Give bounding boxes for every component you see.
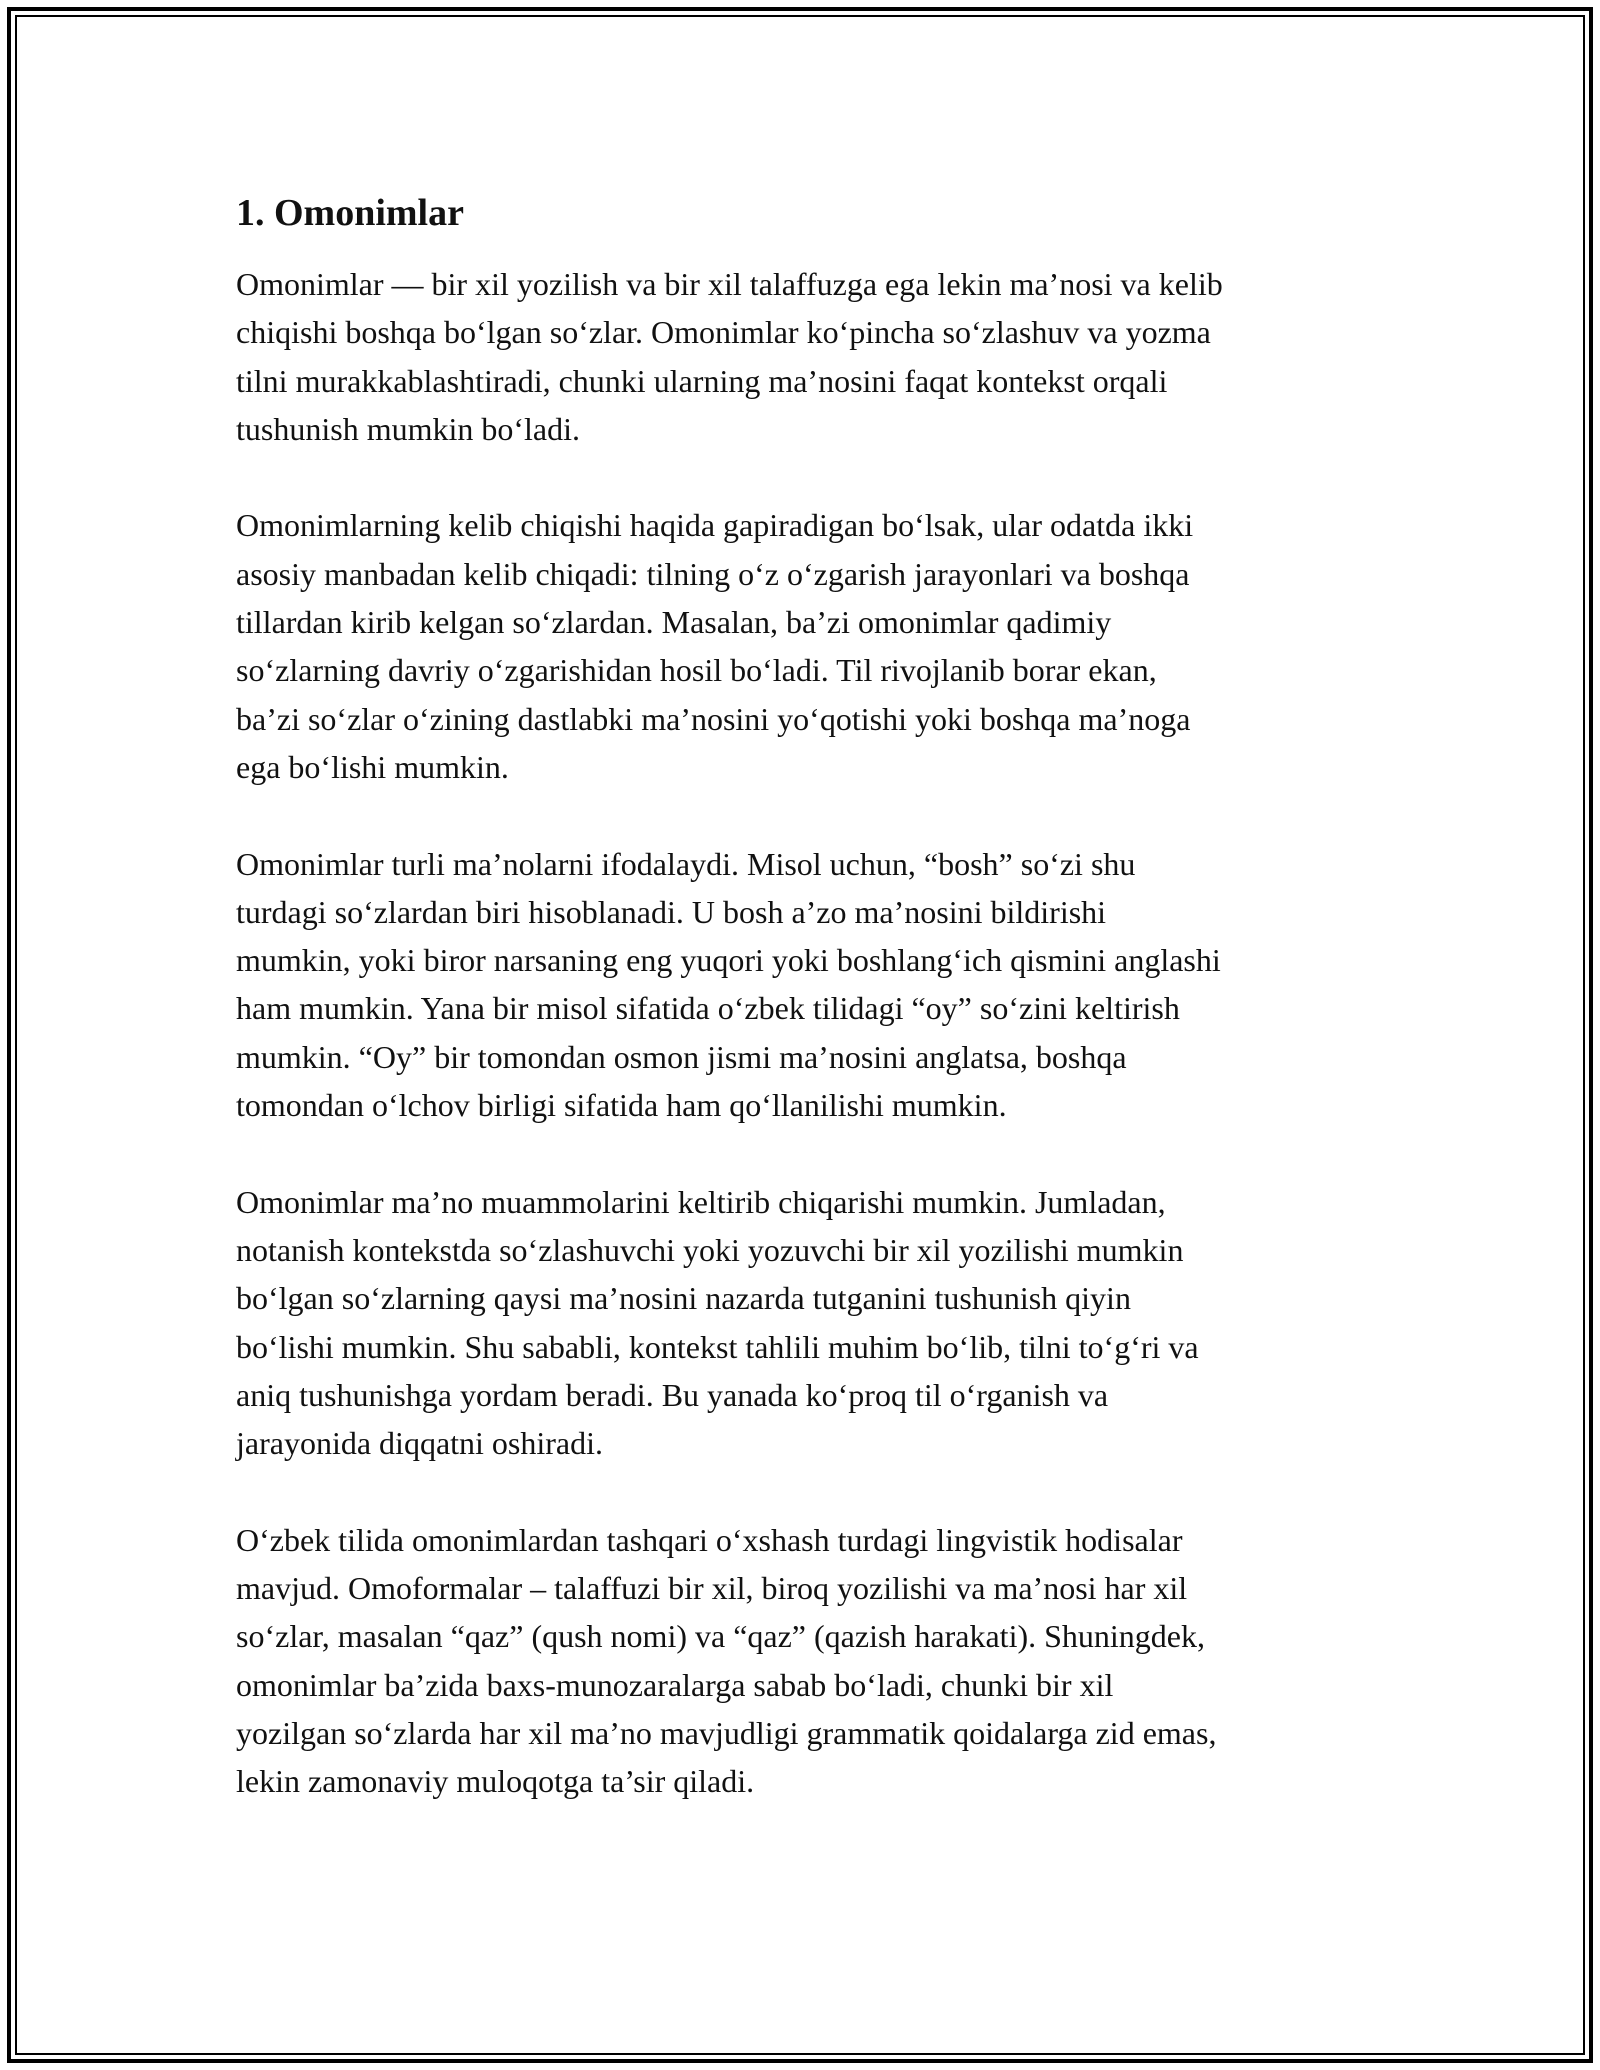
- text-line: Omonimlar — bir xil yozilish va bir xil talaffuzga ega lekin ma’nosi va kelib: [236, 266, 1223, 302]
- paragraph-3: [236, 840, 1376, 1130]
- text-line: ega bo‘lishi mumkin.: [236, 748, 509, 785]
- text-line: Omonimlarning kelib chiqishi haqida gapiradigan bo‘lsak, ular odatda ikki: [236, 507, 1194, 544]
- paragraph-2: [236, 501, 1376, 791]
- text-line: so‘zlarning davriy o‘zgarishidan hosil bo‘ladi. Til rivojlanib borar ekan,: [236, 652, 1157, 689]
- section-heading: 1. Omonimlar: [236, 192, 464, 234]
- text-line: Omonimlar turli ma’nolarni ifodalaydi. Misol uchun, “bosh” so‘zi shu: [236, 845, 1136, 882]
- text-line: notanish kontekstda so‘zlashuvchi yoki yozuvchi bir xil yozilishi mumkin: [236, 1231, 1184, 1268]
- text-line: Omonimlar ma’no muammolarini keltirib chiqarishi mumkin. Jumladan,: [236, 1183, 1166, 1220]
- text-line: bo‘lishi mumkin. Shu sababli, kontekst tahlili muhim bo‘lib, tilni to‘g‘ri va: [236, 1328, 1199, 1365]
- text-line: ba’zi so‘zlar o‘zining dastlabki ma’nosini yo‘qotishi yoki boshqa ma’noga: [236, 700, 1191, 737]
- document-body: [236, 186, 1376, 1854]
- text-line: asosiy manbadan kelib chiqadi: tilning o‘z o‘zgarish jarayonlari va boshqa: [236, 555, 1190, 592]
- text-line: turdagi so‘zlardan biri hisoblanadi. U bosh a’zo ma’nosini bildirishi: [236, 893, 1107, 930]
- paragraph-1: [236, 260, 1376, 453]
- paragraph-5: [236, 1516, 1376, 1806]
- text-line: aniq tushunishga yordam beradi. Bu yanada ko‘proq til o‘rganish va: [236, 1376, 1109, 1413]
- text-line: omonimlar ba’zida baxs-munozaralarga sabab bo‘ladi, chunki bir xil: [236, 1666, 1114, 1703]
- text-line: tilni murakkablashtiradi, chunki ularning ma’nosini faqat kontekst orqali: [236, 362, 1168, 399]
- text-line: jarayonida diqqatni oshiradi.: [236, 1425, 604, 1462]
- text-line: so‘zlar, masalan “qaz” (qush nomi) va “qaz” (qazish harakati). Shuningdek,: [236, 1618, 1205, 1655]
- text-line: mumkin. “Oy” bir tomondan osmon jismi ma’nosini anglatsa, boshqa: [236, 1038, 1127, 1075]
- paragraph-4: [236, 1178, 1376, 1468]
- text-line: tushunish mumkin bo‘ladi.: [236, 410, 580, 447]
- text-line: tillardan kirib kelgan so‘zlardan. Masalan, ba’zi omonimlar qadimiy: [236, 604, 1112, 641]
- text-line: bo‘lgan so‘zlarning qaysi ma’nosini nazarda tutganini tushunish qiyin: [236, 1280, 1131, 1317]
- text-line: O‘zbek tilida omonimlardan tashqari o‘xshash turdagi lingvistik hodisalar: [236, 1521, 1183, 1558]
- text-line: mavjud. Omoformalar – talaffuzi bir xil, biroq yozilishi va ma’nosi har xil: [236, 1570, 1188, 1607]
- text-line: chiqishi boshqa bo‘lgan so‘zlar. Omonimlar ko‘pincha so‘zlashuv va yozma: [236, 314, 1211, 351]
- text-line: mumkin, yoki biror narsaning eng yuqori yoki boshlang‘ich qismini anglashi: [236, 942, 1221, 979]
- text-line: lekin zamonaviy muloqotga ta’sir qiladi.: [236, 1763, 755, 1800]
- text-line: tomondan o‘lchov birligi sifatida ham qo‘llanilishi mumkin.: [236, 1087, 1007, 1124]
- text-line: yozilgan so‘zlarda har xil ma’no mavjudligi grammatik qoidalarga zid emas,: [236, 1714, 1217, 1751]
- text-line: ham mumkin. Yana bir misol sifatida o‘zbek tilidagi “oy” so‘zini keltirish: [236, 990, 1180, 1027]
